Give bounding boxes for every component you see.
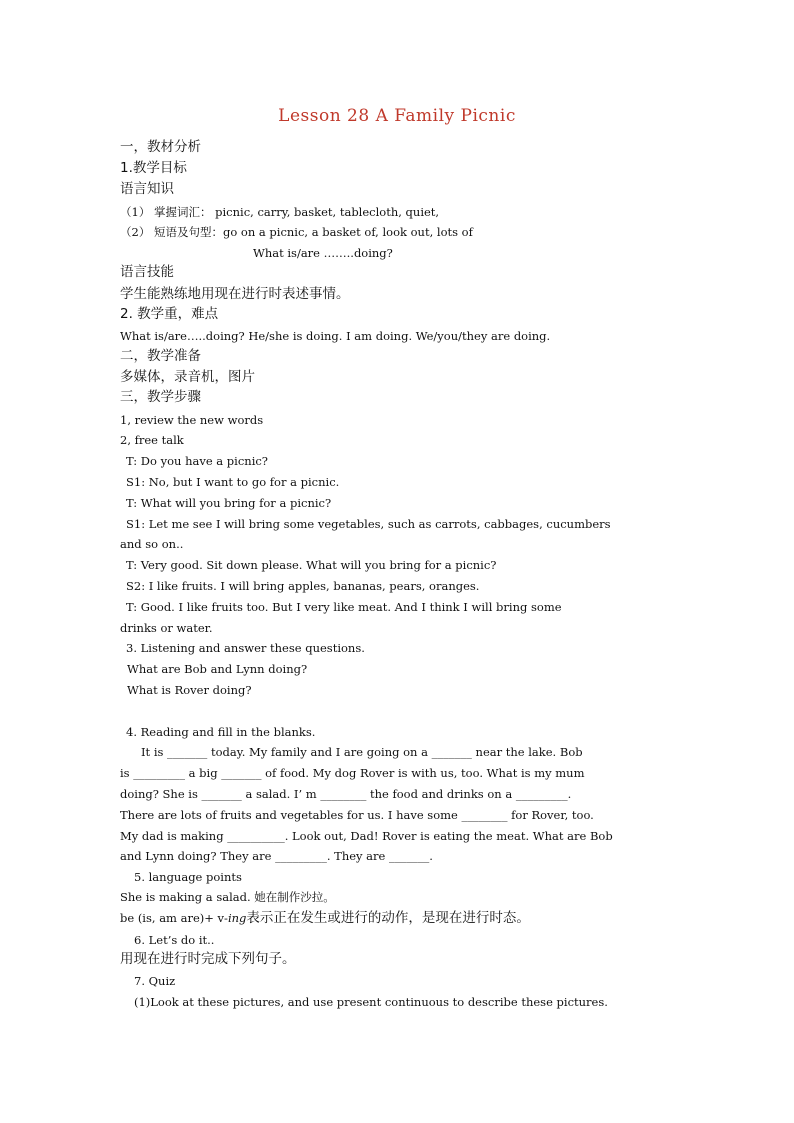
fill-blank-line: is _________ a big _______ of food. My dog Rover is with us, too. What is my mum xyxy=(120,766,585,780)
grammar-explanation: 表示正在发生或进行的动作，是现在进行时态。 xyxy=(246,910,530,926)
fill-blank-line: There are lots of fruits and vegetables for us. I have some ________ for Rover, too. xyxy=(120,808,594,822)
dialogue-line: T: Do you have a picnic? xyxy=(126,454,268,468)
grammar-rule-line xyxy=(120,910,680,926)
dialogue-line: and so on.. xyxy=(120,537,184,551)
subheading-language-skills: 语言技能 xyxy=(120,264,174,280)
step-6-instruction: 用现在进行时完成下列句子。 xyxy=(120,951,296,967)
preparation-line: 多媒体，录音机，图片 xyxy=(120,369,255,385)
phrases-line: （2） 短语及句型：go on a picnic, a basket of, look out, lots of xyxy=(120,225,473,239)
sentence-pattern-line: What is/are ……..doing? xyxy=(253,246,393,260)
section-heading-preparation: 二，教学准备 xyxy=(120,348,201,364)
grammar-formula: be (is, am are)+ v- xyxy=(120,911,228,925)
dialogue-line: T: Very good. Sit down please. What will you bring for a picnic? xyxy=(126,558,497,572)
dialogue-line: drinks or water. xyxy=(120,621,213,635)
subheading-teaching-goals: 1.教学目标 xyxy=(120,160,187,176)
step-7-line: 7. Quiz xyxy=(134,974,176,988)
subheading-language-knowledge: 语言知识 xyxy=(120,181,174,197)
step-5-line: 5. language points xyxy=(134,870,242,884)
dialogue-line: S1: Let me see I will bring some vegetables, such as carrots, cabbages, cucumbers xyxy=(126,517,611,531)
question-line: What is Rover doing? xyxy=(127,683,252,697)
section-heading-analysis: 一，教材分析 xyxy=(120,139,201,155)
dialogue-line: T: Good. I like fruits too. But I very like meat. And I think I will bring some xyxy=(126,600,562,614)
key-points-line: What is/are…..doing? He/she is doing. I am doing. We/you/they are doing. xyxy=(120,329,551,343)
step-1-line: 1, review the new words xyxy=(120,413,264,427)
skills-description: 学生能熟练地用现在进行时表述事情。 xyxy=(120,286,350,302)
quiz-instruction: (1)Look at these pictures, and use present continuous to describe these pictures. xyxy=(134,995,608,1009)
fill-blank-line: It is _______ today. My family and I are going on a _______ near the lake. Bob xyxy=(141,745,583,759)
fill-blank-line: and Lynn doing? They are _________. They are _______. xyxy=(120,849,433,863)
dialogue-line: S1: No, but I want to go for a picnic. xyxy=(126,475,340,489)
example-sentence-line: She is making a salad. 她在制作沙拉。 xyxy=(120,890,335,904)
document-title: Lesson 28 A Family Picnic xyxy=(278,106,516,126)
question-line: What are Bob and Lynn doing? xyxy=(127,662,308,676)
step-6-line: 6. Let’s do it.. xyxy=(134,933,215,947)
fill-blank-line: doing? She is _______ a salad. I’ m ________ the food and drinks on a _________. xyxy=(120,787,572,801)
section-heading-key-points: 2. 教学重，难点 xyxy=(120,306,219,322)
fill-blank-line: My dad is making __________. Look out, Dad! Rover is eating the meat. What are Bob xyxy=(120,829,613,843)
step-3-line: 3. Listening and answer these questions. xyxy=(126,641,365,655)
dialogue-line: S2: I like fruits. I will bring apples, bananas, pears, oranges. xyxy=(126,579,480,593)
grammar-ing-suffix: ing xyxy=(227,911,247,925)
step-4-line: 4. Reading and fill in the blanks. xyxy=(126,725,316,739)
vocabulary-line: （1） 掌握词汇： picnic, carry, basket, tablecloth, quiet, xyxy=(120,205,440,219)
dialogue-line: T: What will you bring for a picnic? xyxy=(126,496,332,510)
step-2-line: 2, free talk xyxy=(120,433,184,447)
section-heading-steps: 三，教学步骤 xyxy=(120,389,201,405)
